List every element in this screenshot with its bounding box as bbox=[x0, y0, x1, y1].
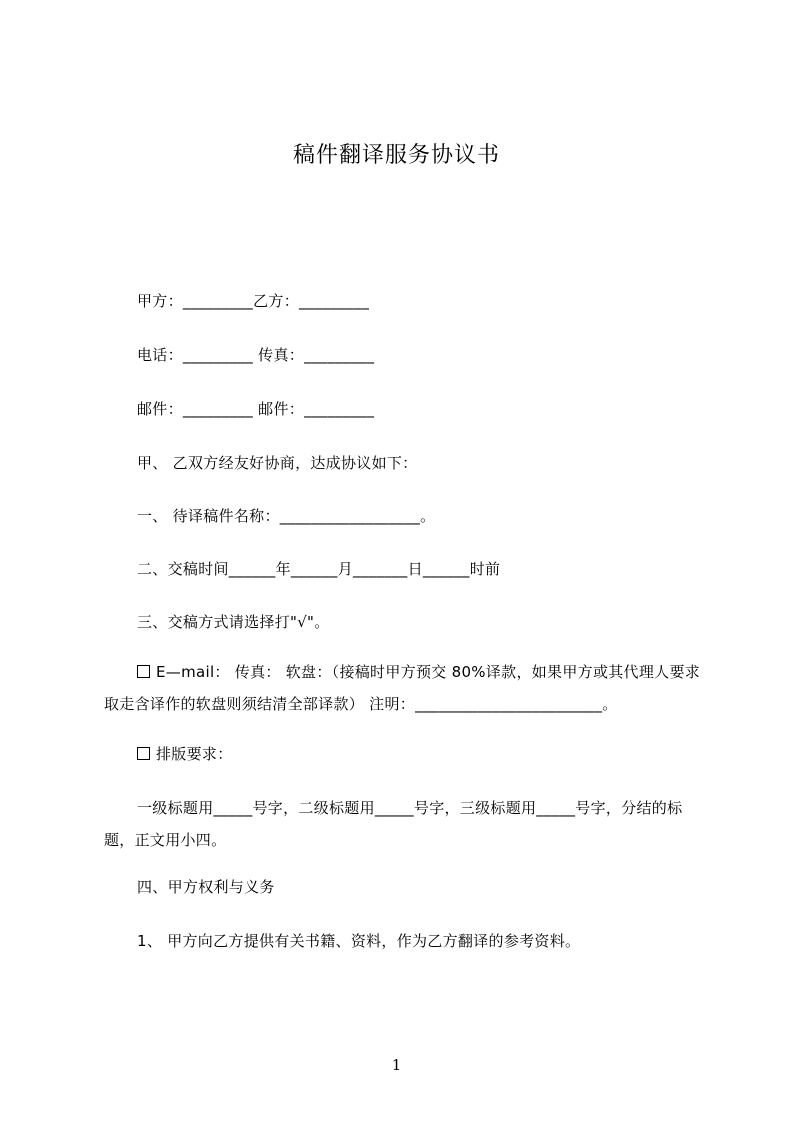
delivery-checkbox[interactable] bbox=[137, 665, 150, 678]
party-line: 甲方：_________乙方：_________ bbox=[137, 292, 370, 310]
item1-line: 一、 待译稿件名称：__________________。 bbox=[137, 507, 436, 525]
page-number: 1 bbox=[391, 1056, 402, 1074]
item3-line: 三、交稿方式请选择打"√"。 bbox=[137, 613, 330, 631]
intro-line: 甲、 乙双方经友好协商，达成协议如下： bbox=[137, 454, 418, 472]
layout-requirement-line bbox=[137, 743, 233, 765]
item2-line: 二、交稿时间______年______月_______日______时前 bbox=[137, 560, 501, 578]
layout-detail-paragraph bbox=[104, 792, 704, 856]
email-line: 邮件：_________ 邮件：_________ bbox=[137, 400, 375, 418]
layout-checkbox[interactable] bbox=[137, 747, 150, 760]
section4-item1: 1、 甲方向乙方提供有关书籍、资料，作为乙方翻译的参考资料。 bbox=[137, 932, 581, 950]
phone-line: 电话：_________ 传真：_________ bbox=[137, 346, 375, 364]
document-title: 稿件翻译服务协议书 bbox=[292, 143, 500, 168]
section4-title: 四、甲方权利与义务 bbox=[137, 878, 275, 896]
layout-requirement-label: 排版要求： bbox=[156, 745, 233, 763]
delivery-options-text: E—mail： 传真： 软盘：（接稿时甲方预交 80%译款，如果甲方或其代理人要求取走含译作的软盘则须结清全部译款） 注明：________________________。 bbox=[104, 663, 701, 713]
layout-detail-text: 一级标题用_____号字，二级标题用_____号字，三级标题用_____号字，分结的标题，正文用小四。 bbox=[104, 799, 683, 849]
delivery-options-paragraph bbox=[104, 656, 704, 720]
